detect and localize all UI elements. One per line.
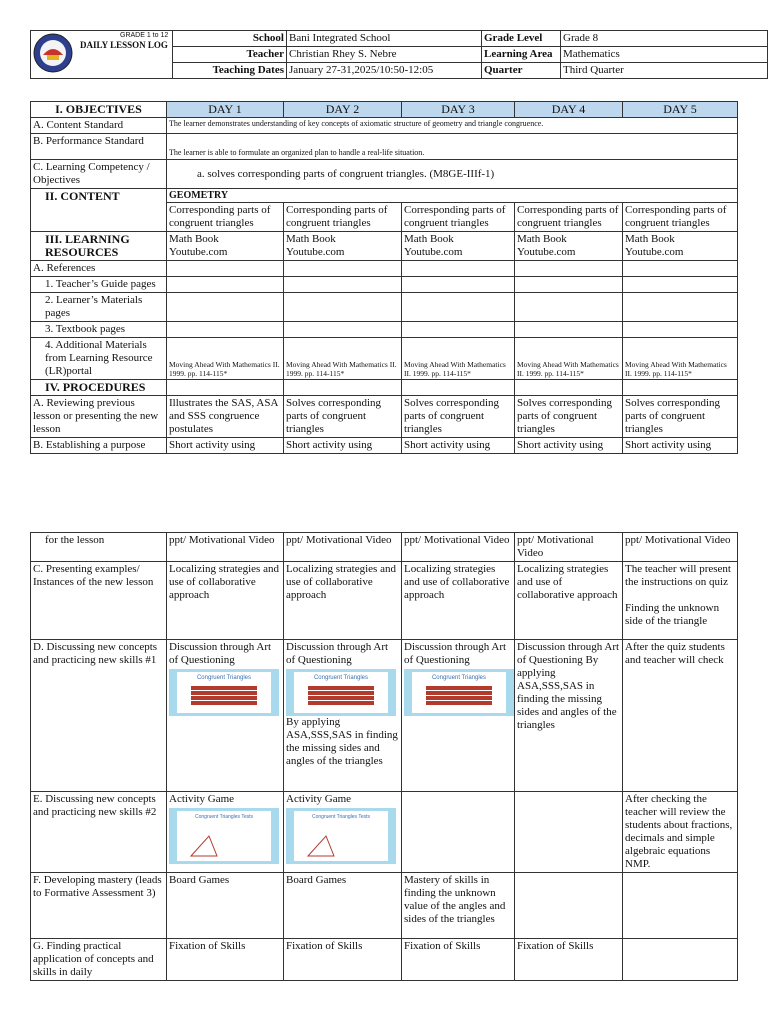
resource-book: Math Book bbox=[169, 233, 219, 245]
resources-heading: III. LEARNING RESOURCES bbox=[31, 232, 167, 261]
teachers-guide-label: 1. Teacher’s Guide pages bbox=[31, 277, 167, 293]
procedure-b-day-3: Short activity using bbox=[402, 438, 515, 454]
resource-book: Math Book bbox=[517, 233, 567, 245]
procedure-c-day-4: Localizing strategies and use of collaborative approach bbox=[515, 562, 623, 640]
additional-materials-day-2: Moving Ahead With Mathematics II. 1999. pp. 114-115* bbox=[284, 338, 402, 380]
procedure-g-label: G. Finding practical application of concepts and skills in daily bbox=[31, 939, 167, 981]
performance-standard-label: B. Performance Standard bbox=[31, 134, 167, 160]
procedure-g-day-4: Fixation of Skills bbox=[515, 939, 623, 981]
day-4-header: DAY 4 bbox=[515, 102, 623, 118]
procedure-f-day-5 bbox=[623, 873, 738, 939]
textbook-pages-label: 3. Textbook pages bbox=[31, 322, 167, 338]
procedure-d-day-5: After the quiz students and teacher will check bbox=[623, 640, 738, 792]
content-heading: II. CONTENT bbox=[31, 189, 167, 232]
quiz-topic: Finding the unknown side of the triangle bbox=[625, 602, 720, 627]
procedure-c-day-5 bbox=[623, 562, 738, 640]
additional-materials-day-3: Moving Ahead With Mathematics II. 1999. pp. 114-115* bbox=[402, 338, 515, 380]
additional-materials-day-5: Moving Ahead With Mathematics II. 1999. pp. 114-115* bbox=[623, 338, 738, 380]
procedure-a-day-2: Solves corresponding parts of congruent triangles bbox=[284, 396, 402, 438]
procedure-b-day-2: Short activity using bbox=[284, 438, 402, 454]
procedure-b-cont-day-1: ppt/ Motivational Video bbox=[167, 533, 284, 562]
procedure-b-cont-day-2: ppt/ Motivational Video bbox=[284, 533, 402, 562]
procedure-f-day-3: Mastery of skills in finding the unknown value of the angles and sides of the triangles bbox=[402, 873, 515, 939]
slide-title: Congruent Triangles Tests bbox=[195, 814, 253, 820]
content-day-5: Corresponding parts of congruent triangles bbox=[623, 203, 738, 232]
congruent-triangles-slide-thumbnail bbox=[286, 669, 396, 716]
procedures-heading: IV. PROCEDURES bbox=[31, 380, 167, 396]
learners-materials-label: 2. Learner’s Materials pages bbox=[31, 293, 167, 322]
resources-day-5 bbox=[623, 232, 738, 261]
procedure-f-label: F. Developing mastery (leads to Formative Assessment 3) bbox=[31, 873, 167, 939]
procedure-e-label: E. Discussing new concepts and practicing new skills #2 bbox=[31, 792, 167, 873]
resource-site: Youtube.com bbox=[169, 246, 228, 258]
procedure-d-day-4: Discussion through Art of Questioning By applying ASA,SSS,SAS in finding the missing sides and angles of the triangles bbox=[515, 640, 623, 792]
dates-label: Teaching Dates bbox=[173, 63, 287, 79]
procedure-f-day-4 bbox=[515, 873, 623, 939]
procedure-e-day-3 bbox=[402, 792, 515, 873]
slide-title: Congruent Triangles Tests bbox=[312, 814, 370, 820]
slide-title: Congruent Triangles bbox=[196, 675, 252, 681]
additional-materials-day-1: Moving Ahead With Mathematics II. 1999. pp. 114-115* bbox=[167, 338, 284, 380]
resource-site: Youtube.com bbox=[625, 246, 684, 258]
congruent-triangles-slide-thumbnail bbox=[169, 669, 279, 716]
procedure-g-day-5 bbox=[623, 939, 738, 981]
procedure-e-day-5: After checking the teacher will review the students about fractions, decimals and simple algebraic equations NMP. bbox=[623, 792, 738, 873]
procedure-b-day-1: Short activity using bbox=[167, 438, 284, 454]
logo-cell bbox=[31, 31, 173, 79]
grade-range: GRADE 1 to 12 bbox=[120, 32, 169, 39]
daily-lesson-log-title: DAILY LESSON LOG bbox=[80, 40, 168, 50]
procedure-f-day-2: Board Games bbox=[284, 873, 402, 939]
procedure-b-label-cont: for the lesson bbox=[31, 533, 167, 562]
procedure-d-day-3 bbox=[402, 640, 515, 792]
procedure-g-day-1: Fixation of Skills bbox=[167, 939, 284, 981]
lesson-table-page-2 bbox=[30, 532, 738, 981]
procedure-b-cont-day-4: ppt/ Motivational Video bbox=[515, 533, 623, 562]
discussion-extra: By applying ASA,SSS,SAS in finding the missing sides and angles of the triangles bbox=[286, 716, 398, 767]
lesson-table-page-1 bbox=[30, 101, 738, 454]
grade-level-label: Grade Level bbox=[482, 31, 561, 47]
procedure-c-day-3: Localizing strategies and use of collaborative approach bbox=[402, 562, 515, 640]
header-table bbox=[30, 30, 768, 79]
procedure-e-day-4 bbox=[515, 792, 623, 873]
procedure-g-day-2: Fixation of Skills bbox=[284, 939, 402, 981]
procedure-a-day-1: Illustrates the SAS, ASA and SSS congruence postulates bbox=[167, 396, 284, 438]
procedure-d-day-2 bbox=[284, 640, 402, 792]
procedure-b-day-5: Short activity using bbox=[623, 438, 738, 454]
procedure-b-day-4: Short activity using bbox=[515, 438, 623, 454]
resource-book: Math Book bbox=[404, 233, 454, 245]
discussion-text: Discussion through Art of Questioning bbox=[169, 641, 272, 666]
congruent-triangles-tests-slide-thumbnail bbox=[286, 808, 396, 864]
content-day-2: Corresponding parts of congruent triangles bbox=[284, 203, 402, 232]
content-day-4: Corresponding parts of congruent triangles bbox=[515, 203, 623, 232]
procedure-d-label: D. Discussing new concepts and practicing new skills #1 bbox=[31, 640, 167, 792]
resource-book: Math Book bbox=[286, 233, 336, 245]
resource-site: Youtube.com bbox=[404, 246, 463, 258]
learning-area-value: Mathematics bbox=[561, 47, 768, 63]
day-2-header: DAY 2 bbox=[284, 102, 402, 118]
activity-game-text: Activity Game bbox=[169, 793, 235, 805]
procedure-e-day-2 bbox=[284, 792, 402, 873]
resources-day-1 bbox=[167, 232, 284, 261]
resource-site: Youtube.com bbox=[517, 246, 576, 258]
discussion-text: Discussion through Art of Questioning bbox=[404, 641, 507, 666]
performance-standard-value: The learner is able to formulate an organized plan to handle a real-life situation. bbox=[167, 134, 738, 160]
school-label: School bbox=[173, 31, 287, 47]
congruent-triangles-slide-thumbnail bbox=[404, 669, 514, 716]
quarter-label: Quarter bbox=[482, 63, 561, 79]
resources-day-2 bbox=[284, 232, 402, 261]
grade-level-value: Grade 8 bbox=[561, 31, 768, 47]
resources-day-4 bbox=[515, 232, 623, 261]
procedure-a-day-5: Solves corresponding parts of congruent triangles bbox=[623, 396, 738, 438]
procedure-c-day-1: Localizing strategies and use of collaborative approach bbox=[167, 562, 284, 640]
learning-area-label: Learning Area bbox=[482, 47, 561, 63]
procedure-b-label: B. Establishing a purpose bbox=[31, 438, 167, 454]
resource-book: Math Book bbox=[625, 233, 675, 245]
objectives-heading: I. OBJECTIVES bbox=[31, 102, 167, 118]
competency-value: a. solves corresponding parts of congruent triangles. (M8GE-IIIf-1) bbox=[167, 160, 738, 189]
content-day-1: Corresponding parts of congruent triangles bbox=[167, 203, 284, 232]
procedure-a-day-4: Solves corresponding parts of congruent triangles bbox=[515, 396, 623, 438]
teacher-value: Christian Rhey S. Nebre bbox=[287, 47, 482, 63]
day-3-header: DAY 3 bbox=[402, 102, 515, 118]
resources-day-3 bbox=[402, 232, 515, 261]
day-1-header: DAY 1 bbox=[167, 102, 284, 118]
additional-materials-day-4: Moving Ahead With Mathematics II. 1999. pp. 114-115* bbox=[515, 338, 623, 380]
additional-materials-label: 4. Additional Materials from Learning Resource (LR)portal bbox=[31, 338, 167, 380]
slide-title: Congruent Triangles bbox=[431, 675, 487, 681]
procedure-b-cont-day-3: ppt/ Motivational Video bbox=[402, 533, 515, 562]
dates-value: January 27-31,2025/10:50-12:05 bbox=[287, 63, 482, 79]
resource-site: Youtube.com bbox=[286, 246, 345, 258]
procedure-a-day-3: Solves corresponding parts of congruent triangles bbox=[402, 396, 515, 438]
references-label: A. References bbox=[31, 261, 167, 277]
competency-label: C. Learning Competency / Objectives bbox=[31, 160, 167, 189]
slide-title: Congruent Triangles bbox=[313, 675, 369, 681]
content-standard-label: A. Content Standard bbox=[31, 118, 167, 134]
procedure-f-day-1: Board Games bbox=[167, 873, 284, 939]
procedure-c-day-2: Localizing strategies and use of collaborative approach bbox=[284, 562, 402, 640]
quarter-value: Third Quarter bbox=[561, 63, 768, 79]
quiz-instructions: The teacher will present the instructions on quiz bbox=[625, 563, 731, 588]
day-5-header: DAY 5 bbox=[623, 102, 738, 118]
procedure-e-day-1 bbox=[167, 792, 284, 873]
procedure-c-label: C. Presenting examples/ Instances of the new lesson bbox=[31, 562, 167, 640]
procedure-d-day-1 bbox=[167, 640, 284, 792]
content-day-3: Corresponding parts of congruent triangles bbox=[402, 203, 515, 232]
procedure-a-label: A. Reviewing previous lesson or presenting the new lesson bbox=[31, 396, 167, 438]
discussion-text: Discussion through Art of Questioning bbox=[286, 641, 389, 666]
content-standard-value: The learner demonstrates understanding of key concepts of axiomatic structure of geometry and triangle congruence. bbox=[167, 118, 738, 134]
content-topic: GEOMETRY bbox=[167, 189, 738, 203]
school-value: Bani Integrated School bbox=[287, 31, 482, 47]
activity-game-text: Activity Game bbox=[286, 793, 352, 805]
procedure-g-day-3: Fixation of Skills bbox=[402, 939, 515, 981]
congruent-triangles-tests-slide-thumbnail bbox=[169, 808, 279, 864]
teacher-label: Teacher bbox=[173, 47, 287, 63]
procedure-b-cont-day-5: ppt/ Motivational Video bbox=[623, 533, 738, 562]
